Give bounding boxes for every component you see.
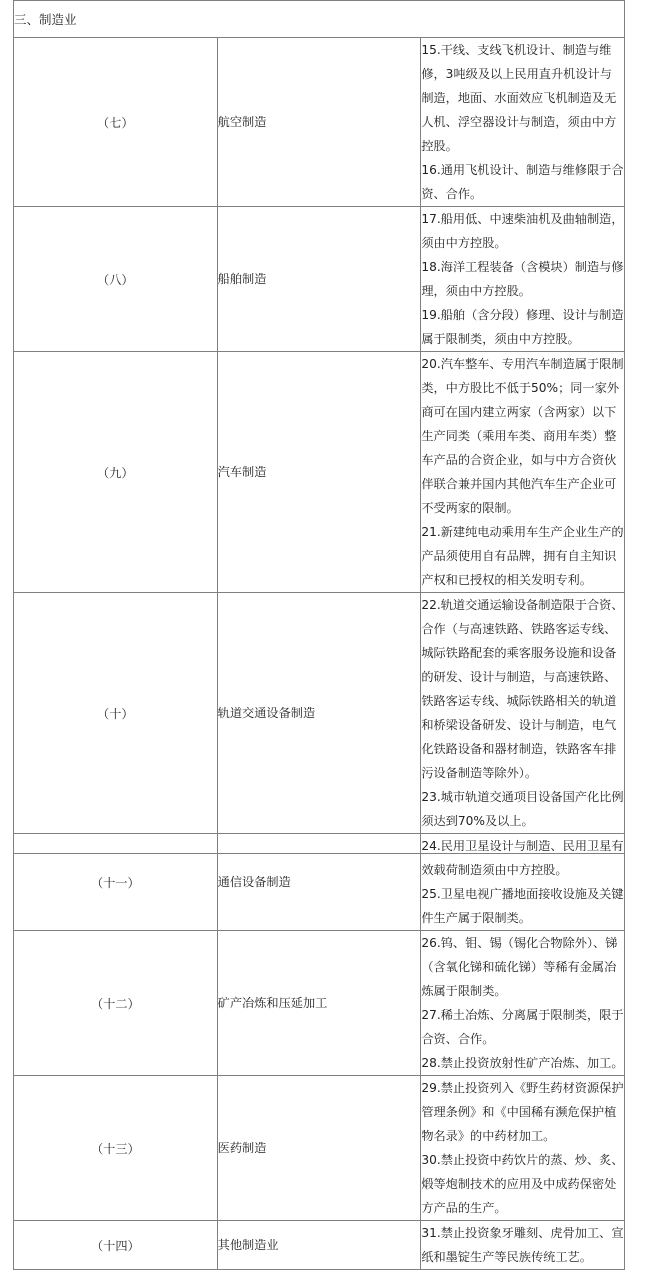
row-items bbox=[421, 1221, 625, 1270]
item-text: 24.民用卫星设计与制造、民用卫星有效载荷制造须由中方控股。 bbox=[421, 839, 624, 877]
row-category: 船舶制造 bbox=[217, 207, 421, 352]
row-category: 汽车制造 bbox=[217, 352, 421, 593]
row-items bbox=[421, 593, 625, 834]
item-text: 31.禁止投资象牙雕刻、虎骨加工、宣纸和墨锭生产等民族传统工艺。 bbox=[421, 1226, 624, 1264]
row-category: 矿产冶炼和压延加工 bbox=[217, 931, 421, 1076]
item-text: 17.船用低、中速柴油机及曲轴制造，须由中方控股。 bbox=[421, 212, 624, 250]
item-text: 28.禁止投资放射性矿产冶炼、加工。 bbox=[421, 1056, 624, 1070]
manufacturing-table bbox=[13, 0, 625, 1270]
section-header-row bbox=[14, 1, 625, 38]
item-text: 30.禁止投资中药饮片的蒸、炒、炙、煅等炮制技术的应用及中成药保密处方产品的生产。 bbox=[421, 1153, 624, 1215]
row-items bbox=[421, 38, 625, 207]
table-row bbox=[14, 207, 625, 352]
item-text: 22.轨道交通运输设备制造限于合资、合作（与高速铁路、铁路客运专线、城际铁路配套的乘客服务设施和设备的研发、设计与制造，与高速铁路、铁路客运专线、城际铁路相关的轨道和桥梁设备研发、设计与制造，电气化铁路设备和器材制造，铁路客车排污设备制造等除外）。 bbox=[421, 598, 624, 780]
item-text: 29.禁止投资列入《野生药材资源保护管理条例》和《中国稀有濒危保护植物名录》的中药材加工。 bbox=[421, 1081, 624, 1143]
row-number: （七） bbox=[14, 38, 218, 207]
item-text: 21.新建纯电动乘用车生产企业生产的产品须使用自有品牌，拥有自主知识产权和已授权的相关发明专利。 bbox=[421, 525, 624, 587]
table-row bbox=[14, 593, 625, 834]
item-text: 20.汽车整车、专用汽车制造属于限制类，中方股比不低于50%；同一家外商可在国内建立两家（含两家）以下生产同类（乘用车类、商用车类）整车产品的合资企业，如与中方合资伙伴联合兼并国内其他汽车生产企业可不受两家的限制。 bbox=[421, 357, 624, 515]
item-text: 23.城市轨道交通项目设备国产化比例须达到70%及以上。 bbox=[421, 790, 624, 828]
item-text: 18.海洋工程装备（含模块）制造与修理，须由中方控股。 bbox=[421, 260, 624, 298]
item-text: 16.通用飞机设计、制造与维修限于合资、合作。 bbox=[421, 163, 624, 201]
table-row bbox=[14, 834, 625, 931]
table-row bbox=[14, 352, 625, 593]
table-bottom-divider bbox=[13, 853, 625, 854]
table-row bbox=[14, 1221, 625, 1270]
row-items bbox=[421, 352, 625, 593]
row-items bbox=[421, 931, 625, 1076]
item-text: 19.船舶（含分段）修理、设计与制造属于限制类，须由中方控股。 bbox=[421, 308, 624, 346]
item-text: 27.稀土冶炼、分离属于限制类，限于合资、合作。 bbox=[421, 1008, 624, 1046]
row-number: （八） bbox=[14, 207, 218, 352]
item-text: 25.卫星电视广播地面接收设施及关键件生产属于限制类。 bbox=[421, 887, 624, 925]
row-number: （十三） bbox=[14, 1076, 218, 1221]
row-number: （九） bbox=[14, 352, 218, 593]
row-category: 医药制造 bbox=[217, 1076, 421, 1221]
row-number: （十） bbox=[14, 593, 218, 834]
table-row bbox=[14, 38, 625, 207]
row-number: （十二） bbox=[14, 931, 218, 1076]
section-title: 三、制造业 bbox=[14, 1, 625, 38]
row-category: 其他制造业 bbox=[217, 1221, 421, 1270]
row-category: 轨道交通设备制造 bbox=[217, 593, 421, 834]
row-category: 通信设备制造 bbox=[217, 834, 421, 931]
item-text: 15.干线、支线飞机设计、制造与维修，3吨级及以上民用直升机设计与制造，地面、水面效应飞机制造及无人机、浮空器设计与制造，须由中方控股。 bbox=[421, 43, 617, 153]
row-category: 航空制造 bbox=[217, 38, 421, 207]
item-text: 26.钨、钼、锡（锡化合物除外）、锑（含氧化锑和硫化锑）等稀有金属冶炼属于限制类。 bbox=[421, 936, 618, 998]
row-number: （十四） bbox=[14, 1221, 218, 1270]
table-row bbox=[14, 931, 625, 1076]
row-number: （十一） bbox=[14, 834, 218, 931]
row-items bbox=[421, 1076, 625, 1221]
table-row bbox=[14, 1076, 625, 1221]
row-items bbox=[421, 207, 625, 352]
row-items bbox=[421, 834, 625, 931]
